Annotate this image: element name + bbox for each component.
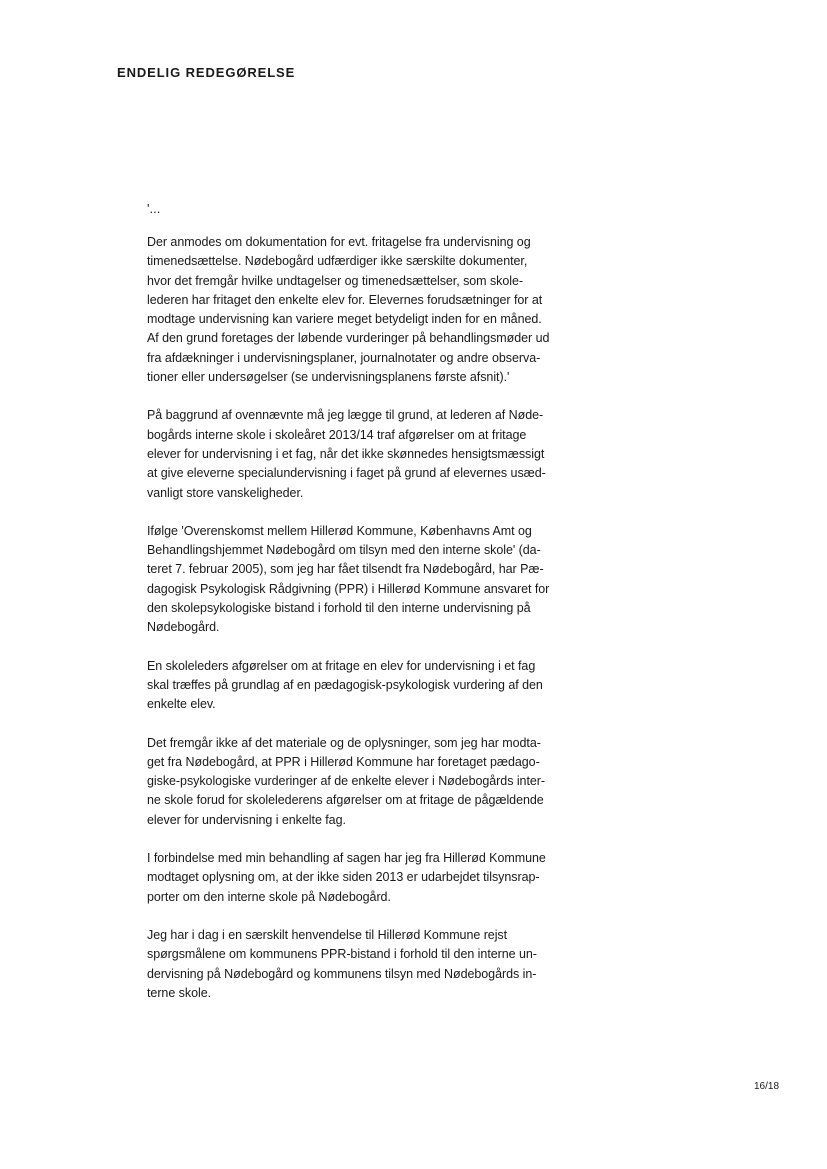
document-title: ENDELIG REDEGØRELSE: [117, 65, 296, 80]
paragraph-7: [147, 926, 587, 1003]
text-line: vanligt store vanskeligheder.: [147, 485, 304, 500]
text-line: timenedsættelse. Nødebogård udfærdiger ikke særskilte dokumenter,: [147, 254, 528, 269]
paragraph-3: [147, 522, 587, 638]
paragraph-1: [147, 233, 587, 387]
text-line: Jeg har i dag i en særskilt henvendelse til Hillerød Kommune rejst: [147, 927, 508, 942]
text-line: porter om den interne skole på Nødebogård.: [147, 889, 391, 904]
text-line: teret 7. februar 2005), som jeg har fået tilsendt fra Nødebogård, har Pæ-: [147, 562, 544, 577]
text-line: terne skole.: [147, 985, 212, 1000]
paragraph-4: [147, 657, 587, 715]
text-line: Af den grund foretages der løbende vurderinger på behandlingsmøder ud: [147, 331, 550, 346]
text-line: Ifølge 'Overenskomst mellem Hillerød Kommune, Københavns Amt og: [147, 523, 532, 538]
text-line: Der anmodes om dokumentation for evt. fritagelse fra undervisning og: [147, 235, 531, 249]
text-line: at give eleverne specialundervisning i faget på grund af elevernes usæd-: [147, 466, 546, 481]
text-line: lederen har fritaget den enkelte elev for. Elevernes forudsætninger for at: [147, 292, 543, 307]
paragraph-6: [147, 849, 587, 907]
text-line: spørgsmålene om kommunens PPR-bistand i forhold til den interne un-: [147, 947, 537, 962]
text-line: giske-psykologiske vurderinger af de enkelte elever i Nødebogårds inter-: [147, 774, 545, 789]
text-line: elever for undervisning i et fag, når det ikke skønnedes hensigtsmæssigt: [147, 446, 545, 461]
text-line: bogårds interne skole i skoleåret 2013/14 traf afgørelser om at fritage: [147, 427, 527, 442]
text-line: enkelte elev.: [147, 697, 216, 712]
opening-ellipsis: '...: [147, 201, 161, 216]
paragraph-2: [147, 406, 587, 502]
text-line: hvor det fremgår hvilke undtagelser og timenedsættelser, som skole-: [147, 273, 523, 288]
text-line: dagogisk Psykologisk Rådgivning (PPR) i Hillerød Kommune ansvaret for: [147, 581, 550, 596]
body-text: [147, 233, 587, 1022]
text-line: modtaget oplysning om, at der ikke siden 2013 er udarbejdet tilsynsrap-: [147, 870, 540, 885]
text-line: skal træffes på grundlag af en pædagogisk-psykologisk vurdering af den: [147, 677, 543, 692]
page-number: 16/18: [754, 1081, 780, 1092]
text-line: Nødebogård.: [147, 620, 220, 635]
text-line: modtage undervisning kan variere meget betydeligt inden for en måned.: [147, 312, 542, 327]
text-line: En skoleleders afgørelser om at fritage en elev for undervisning i et fag: [147, 658, 536, 673]
text-line: I forbindelse med min behandling af sagen har jeg fra Hillerød Kommune: [147, 851, 546, 866]
text-line: den skolepsykologiske bistand i forhold til den interne undervisning på: [147, 601, 531, 616]
text-line: dervisning på Nødebogård og kommunens tilsyn med Nødebogårds in-: [147, 966, 537, 981]
text-line: På baggrund af ovennævnte må jeg lægge til grund, at lederen af Nøde-: [147, 408, 544, 423]
text-line: fra afdækninger i undervisningsplaner, journalnotater og andre observa-: [147, 350, 541, 365]
text-line: Behandlingshjemmet Nødebogård om tilsyn med den interne skole' (da-: [147, 543, 541, 558]
text-line: elever for undervisning i enkelte fag.: [147, 812, 346, 827]
text-line: get fra Nødebogård, at PPR i Hillerød Kommune har foretaget pædago-: [147, 754, 540, 769]
paragraph-5: [147, 734, 587, 830]
text-line: tioner eller undersøgelser (se undervisningsplanens første afsnit).': [147, 370, 510, 385]
text-line: Det fremgår ikke af det materiale og de oplysninger, som jeg har modta-: [147, 735, 541, 750]
text-line: ne skole forud for skolelederens afgørelser om at fritage de pågældende: [147, 793, 544, 808]
